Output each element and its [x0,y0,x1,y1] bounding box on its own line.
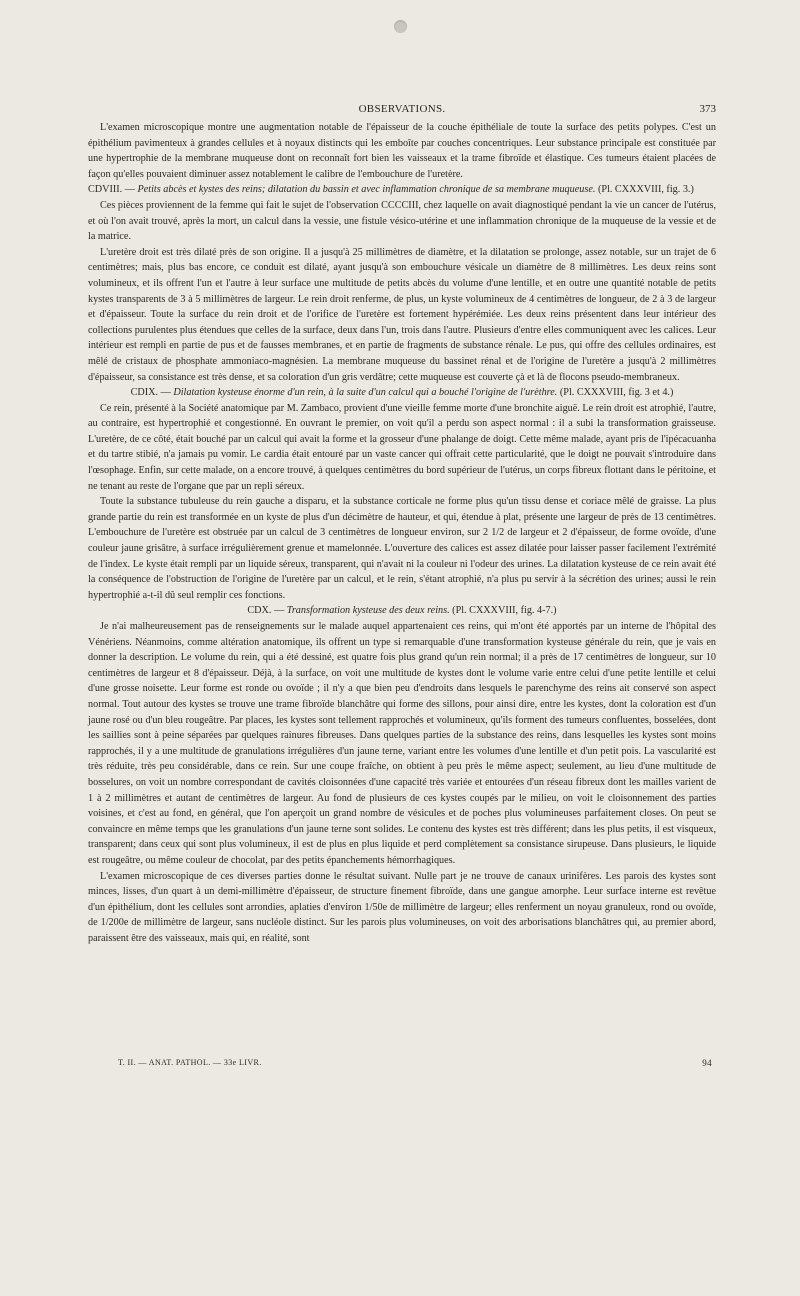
binding-hole [394,20,407,33]
page-footer [118,1058,712,1072]
paragraph: L'examen microscopique montre une augmentation notable de l'épaisseur de la couche épithéliale de toute la surface des petits polypes. C'est un épithélium pavimenteux à grandes cellules et à noyaux distincts qui les emboîte par couches concentriques. Leur substance principale est constituée par une hypertrophie de la membrane muqueuse dont on reconnaît fort bien les vaisseaux et la trame fibroïde et élastique. Ces tumeurs étaient placées de façon qu'elles pouvaient diminuer assez notablement le calibre de l'embouchure de l'uretère. [88,122,716,180]
observation-number: CDIX. — [130,387,171,399]
plate-reference: (Pl. CXXXVIII, fig. 3.) [597,184,694,196]
page-header [88,103,716,119]
observation-heading [88,182,716,198]
running-title: OBSERVATIONS. [358,103,446,115]
plate-reference: (Pl. CXXXVIII, fig. 4-7.) [452,605,557,617]
observation-heading [88,603,716,619]
paragraph: L'uretère droit est très dilaté près de son origine. Il a jusqu'à 25 millimètres de diamètre, et la dilatation se prolonge, assez notable, sur un trajet de 6 centimètres; mais, plus bas encore, ce conduit est dilaté, ayant jusqu'à son embouchure vésicale un diamètre de 8 millimètres. Les deux reins sont volumineux, et ils offrent l'un et l'autre à leur surface une multitude de petits abcès du volume d'une lentille, et en outre une quantité notable de petits kystes transparents de 3 à 5 millimètres de largeur. Le rein droit renferme, de plus, un kyste volumineux de 4 centimètres de longueur, de 2 à 3 de largeur et d'épaisseur. Toute la surface du rein droit et de l'orifice de l'uretère est fortement hypérémiée. Les deux reins présentent dans leur intérieur des collections purulentes plus étendues que celles de la surface, deux dans l'un, trois dans l'autre. Plusieurs d'entre elles communiquent avec les calices. Leur intérieur est rempli en partie de pus et de fausses membranes, et en partie de fragments de substance rénale. Le pus, qui offre des cellules ordinaires, est mêlé de cristaux de phosphate ammoniaco-magnésien. La membrane muqueuse du bassinet rénal et de l'origine de l'uretère a jusqu'à 2 millimètres d'épaisseur, sa consistance est très dense, et sa coloration d'un gris verdâtre; cette muqueuse est couverte çà et là de flocons pseudo-membraneux. [88,246,716,383]
observation-heading [88,385,716,401]
observation-title: Transformation kysteuse des deux reins. [286,605,450,617]
page-number: 373 [699,103,716,115]
signature-mark: T. II. — ANAT. PATHOL. — 33e LIVR. [118,1058,262,1067]
paragraph: Toute la substance tubuleuse du rein gauche a disparu, et la substance corticale ne forme plus qu'un tissu dense et coriace mêlé de graisse. La plus grande partie du rein est transformée en un kyste de plus d'un décimètre de hauteur, et qui, étendue à plat, présente une largeur de près de 13 centimètres. L'embouchure de l'uretère est obstruée par un calcul de 3 centimètres de longueur environ, sur 2 1/2 de largeur et 2 d'épaisseur, de forme ovoïde, d'une couleur jaune grisâtre, à surface irrégulièrement grenue et mamelonnée. L'ouverture des calices est assez dilatée pour laisser passer facilement l'extrémité de l'index. Le kyste était rempli par un liquide séreux, transparent, qui n'avait ni la couleur ni l'odeur des urines. La dilatation kysteuse de ce rein avait été la conséquence de l'obstruction de l'origine de l'uretère par un calcul, et le rein, s'étant atrophié, n'a plus pu servir à la sécrétion des urines; aussi le rein hypertrophié a-t-il dû seul remplir ces fonctions. [88,496,716,601]
observation-title: Petits abcès et kystes des reins; dilatation du bassin et avec inflammation chronique de sa membrane muqueuse. [137,184,596,196]
plate-reference: (Pl. CXXXVIII, fig. 3 et 4.) [559,387,674,399]
observation-number: CDVIII. — [88,184,135,196]
paragraph: Ces pièces proviennent de la femme qui fait le sujet de l'observation CCCCIII, chez laquelle on avait diagnostiqué pendant la vie un cancer de l'utérus, et où l'on avait trouvé, après la mort, un calcul dans la vessie, une fistule vésico-utérine et une inflammation chronique de la muqueuse de la vessie et de la matrice. [88,199,716,243]
body-text [88,120,716,946]
paragraph: Ce rein, présenté à la Société anatomique par M. Zambaco, provient d'une vieille femme morte d'une bronchite aiguë. Le rein droit est atrophié, l'autre, au contraire, est hypertrophié et congestionné. En ouvrant le premier, on voit qu'il a perdu son aspect normal : il a subi la transformation graisseuse. L'uretère, de ce côté, était bouché par un calcul qui avait la forme et la grosseur d'une phalange de doigt. Cette même malade, ayant pris de l'ipécacuanha et du tartre stibié, n'a jamais pu vomir. Le cardia était entouré par un vaste cancer qui offrait cette particularité, que le doigt ne pouvait s'introduire dans l'œsophage. Enfin, sur cette malade, on a encore trouvé, à quelques centimètres du bord supérieur de l'utérus, un corps fibreux flottant dans le péritoine, et ne tenant au reste de l'organe que par un repli séreux. [88,402,716,492]
sheet-number: 94 [702,1058,712,1068]
paragraph: Je n'ai malheureusement pas de renseignements sur le malade auquel appartenaient ces reins, qui m'ont été apportés par un interne de l'hôpital des Vénériens. Néanmoins, comme altération anatomique, ils offrent un type si remarquable d'une transformation kysteuse générale du rein, que je vais en donner la description. Le volume du rein, qui a été dessiné, est quatre fois plus grand qu'un rein normal; il a près de 17 centimètres de longueur, sur 10 centimètres de largeur et 8 d'épaisseur. Déjà, à la surface, on voit une multitude de kystes dont le volume varie entre celui d'une petite lentille et celui d'une grosse noisette. Leur forme est ronde ou ovoïde ; il n'y a que bien peu d'endroits dans lesquels le parenchyme des reins ait conservé son aspect normal. Tout autour des kystes se trouve une trame fibroïde blanchâtre qui forme des sillons, pour ainsi dire, entre les kystes, dont la coloration est d'un jaune rosé ou d'un bleu rougeâtre. Par places, les kystes sont tellement rapprochés et volumineux, qu'ils forment des tumeurs confluentes, bosselées, dont les saillies sont à peine séparées par quelques rainures fibreuses. Dans quelques parties de la substance des reins, dans lesquelles les kystes sont moins rapprochés, il y a une multitude de granulations irrégulières d'un jaune terne, variant entre les volumes d'une lentille et d'un petit pois. La vascularité est très réduite, très peu considérable, dans ce rein. Sur une coupe fraîche, on obtient à peu près le même aspect; seulement, au lieu d'une multitude de bosselures, on voit un nombre correspondant de cavités cloisonnées d'une capacité très variée et entourées d'un réseau fibreux dont les mailles varient de 1 à 2 millimètres et autant de centimètres de largeur. Au fond de plusieurs de ces kystes coupés par le milieu, on voit le cloisonnement des parties voisines, et c'est au fond, en général, que l'on aperçoit un grand nombre de vésicules et de poches plus volumineuses parfaitement closes. On peut se convaincre en même temps que les granulations d'un jaune terne sont solides. Le contenu des kystes est très différent; dans les plus petits, il est visqueux, transparent; dans ceux qui sont plus volumineux, il est de plus en plus liquide et perd complètement sa consistance sirupeuse. Dans plusieurs, le liquide est rougeâtre, ou même couleur de chocolat, par des petits épanchements hémorrhagiques. [88,621,716,866]
observation-title: Dilatation kysteuse énorme d'un rein, à la suite d'un calcul qui a bouché l'origine de l'urèthre. [173,387,558,399]
observation-number: CDX. — [247,605,285,617]
paragraph: L'examen microscopique de ces diverses parties donne le résultat suivant. Nulle part je ne trouve de canaux urinifères. Les parois des kystes sont minces, lisses, d'un quart à un demi-millimètre d'épaisseur, de structure finement fibroïde, dans une gangue amorphe. Leur surface interne est revêtue d'un épithélium, dont les cellules sont arrondies, aplaties d'environ 1/50e de millimètre de largeur; elles renferment un noyau granuleux, rond ou ovoïde, de 1/200e de millimètre de largeur, sans nucléole distinct. Sur les parois plus volumineuses, on voit des arborisations blanchâtres qui, au premier abord, paraissent être des vaisseaux, mais qui, en réalité, sont [88,870,716,944]
